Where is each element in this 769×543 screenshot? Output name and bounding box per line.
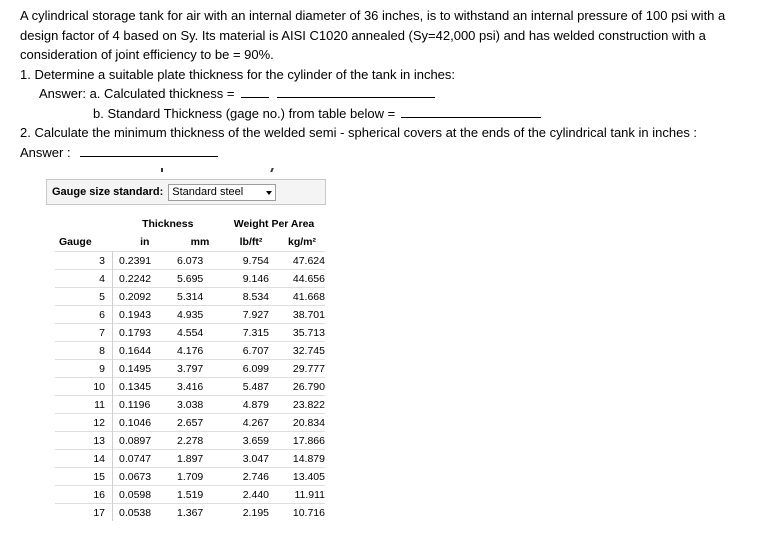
- header-spacer: [55, 215, 113, 233]
- cell-lb-ft2: 7.315: [223, 324, 279, 342]
- gauge-table-container: [55, 215, 327, 519]
- cell-gauge: 8: [55, 342, 113, 360]
- answer-2: [20, 143, 760, 163]
- cell-in: 0.2242: [113, 270, 178, 288]
- cell-in: 0.1046: [113, 414, 178, 432]
- table-row: [55, 486, 325, 504]
- header-gauge: Gauge: [59, 236, 92, 248]
- cell-mm: 2.278: [177, 432, 223, 450]
- table-row: [55, 468, 325, 486]
- header-kg-m2: kg/m²: [287, 236, 316, 248]
- problem-text: [20, 6, 760, 162]
- cell-kg-m2: 10.716: [279, 504, 325, 522]
- gauge-standard-value: Standard steel: [172, 185, 244, 198]
- cell-gauge: 3: [55, 252, 113, 270]
- cell-gauge: 4: [55, 270, 113, 288]
- cell-mm: 4.935: [177, 306, 223, 324]
- cell-in: 0.0747: [113, 450, 178, 468]
- cell-gauge: 16: [55, 486, 113, 504]
- cell-in: 0.1196: [113, 396, 178, 414]
- cell-kg-m2: 11.911: [279, 486, 325, 504]
- table-row: [55, 414, 325, 432]
- header-in: in: [140, 236, 150, 248]
- cell-gauge: 5: [55, 288, 113, 306]
- cell-lb-ft2: 6.099: [223, 360, 279, 378]
- answer-1b-label: b. Standard Thickness (gage no.) from table below =: [93, 105, 396, 121]
- answer-1b-blank: [401, 104, 541, 118]
- cell-gauge: 15: [55, 468, 113, 486]
- table-row: [55, 378, 325, 396]
- cell-gauge: 17: [55, 504, 113, 522]
- cell-in: 0.0673: [113, 468, 178, 486]
- cell-kg-m2: 32.745: [279, 342, 325, 360]
- cell-mm: 6.073: [177, 252, 223, 270]
- cell-in: 0.1793: [113, 324, 178, 342]
- answer-1a: [20, 84, 760, 104]
- gauge-standard-label: Gauge size standard:: [52, 186, 164, 198]
- problem-intro: A cylindrical storage tank for air with an internal diameter of 36 inches, is to withstand an internal pressure of 100 psi with a design factor of 4 based on Sy. Its material is AISI C1020 annealed (Sy=42,000 psi) and has welded construction with a consideration of joint efficiency to be = 90%.: [20, 8, 726, 62]
- cell-in: 0.1345: [113, 378, 178, 396]
- artifact-mark: [270, 168, 273, 172]
- cell-gauge: 7: [55, 324, 113, 342]
- table-row: [55, 342, 325, 360]
- cell-lb-ft2: 7.927: [223, 306, 279, 324]
- cell-kg-m2: 14.879: [279, 450, 325, 468]
- cell-kg-m2: 17.866: [279, 432, 325, 450]
- cell-gauge: 11: [55, 396, 113, 414]
- cell-lb-ft2: 6.707: [223, 342, 279, 360]
- cell-kg-m2: 41.668: [279, 288, 325, 306]
- answer-1a-blank: [277, 84, 435, 98]
- header-group-weight: Weight Per Area: [233, 218, 315, 230]
- table-row: [55, 270, 325, 288]
- cell-lb-ft2: 4.267: [223, 414, 279, 432]
- answer-2-label: Answer :: [20, 144, 71, 160]
- cell-in: 0.0598: [113, 486, 178, 504]
- cell-gauge: 10: [55, 378, 113, 396]
- cell-mm: 3.416: [177, 378, 223, 396]
- cell-lb-ft2: 5.487: [223, 378, 279, 396]
- cell-kg-m2: 26.790: [279, 378, 325, 396]
- cell-gauge: 14: [55, 450, 113, 468]
- cell-mm: 1.519: [177, 486, 223, 504]
- cell-mm: 4.176: [177, 342, 223, 360]
- cell-kg-m2: 35.713: [279, 324, 325, 342]
- cell-mm: 1.709: [177, 468, 223, 486]
- cell-mm: 4.554: [177, 324, 223, 342]
- cell-gauge: 6: [55, 306, 113, 324]
- table-row: [55, 504, 325, 522]
- cell-kg-m2: 23.822: [279, 396, 325, 414]
- table-row: [55, 396, 325, 414]
- cell-in: 0.0897: [113, 432, 178, 450]
- cell-kg-m2: 29.777: [279, 360, 325, 378]
- cell-lb-ft2: 4.879: [223, 396, 279, 414]
- question-2: 2. Calculate the minimum thickness of the welded semi - spherical covers at the ends of the cylindrical tank in inches :: [20, 125, 698, 140]
- cell-mm: 5.314: [177, 288, 223, 306]
- cell-in: 0.1943: [113, 306, 178, 324]
- table-row: [55, 450, 325, 468]
- table-row: [55, 306, 325, 324]
- header-lb-ft2: lb/ft²: [239, 236, 263, 248]
- cell-gauge: 13: [55, 432, 113, 450]
- cell-mm: 3.038: [177, 396, 223, 414]
- question-1: 1. Determine a suitable plate thickness for the cylinder of the tank in inches:: [20, 66, 456, 82]
- cell-mm: 5.695: [177, 270, 223, 288]
- chevron-down-icon: [266, 191, 272, 195]
- cell-lb-ft2: 9.146: [223, 270, 279, 288]
- artifact-mark: [161, 168, 163, 172]
- cell-mm: 1.897: [177, 450, 223, 468]
- cell-kg-m2: 13.405: [279, 468, 325, 486]
- table-row: [55, 324, 325, 342]
- cell-gauge: 9: [55, 360, 113, 378]
- cell-mm: 3.797: [177, 360, 223, 378]
- cell-in: 0.1644: [113, 342, 178, 360]
- cell-mm: 1.367: [177, 504, 223, 522]
- cell-kg-m2: 47.624: [279, 252, 325, 270]
- cell-lb-ft2: 8.534: [223, 288, 279, 306]
- gauge-table: [55, 215, 325, 521]
- answer-1b: [20, 104, 760, 124]
- table-row: [55, 252, 325, 270]
- cell-kg-m2: 20.834: [279, 414, 325, 432]
- cell-lb-ft2: 3.659: [223, 432, 279, 450]
- cell-mm: 2.657: [177, 414, 223, 432]
- answer-1a-label: Answer: a. Calculated thickness =: [39, 86, 235, 101]
- cell-kg-m2: 38.701: [279, 306, 325, 324]
- cell-lb-ft2: 9.754: [223, 252, 279, 270]
- cell-in: 0.0538: [113, 504, 178, 522]
- answer-2-blank: [80, 143, 218, 157]
- cell-lb-ft2: 2.195: [223, 504, 279, 522]
- cell-lb-ft2: 2.746: [223, 468, 279, 486]
- table-row: [55, 288, 325, 306]
- gauge-standard-dropdown[interactable]: [168, 184, 276, 201]
- cell-in: 0.1495: [113, 360, 178, 378]
- gauge-standard-selector: [46, 179, 326, 205]
- header-mm: mm: [190, 236, 210, 248]
- table-row: [55, 360, 325, 378]
- answer-1a-blank-short: [241, 84, 269, 98]
- cell-in: 0.2391: [113, 252, 178, 270]
- cell-lb-ft2: 3.047: [223, 450, 279, 468]
- table-row: [55, 432, 325, 450]
- cell-in: 0.2092: [113, 288, 178, 306]
- cell-gauge: 12: [55, 414, 113, 432]
- cell-kg-m2: 44.656: [279, 270, 325, 288]
- header-group-thickness: Thickness: [142, 218, 194, 230]
- cell-lb-ft2: 2.440: [223, 486, 279, 504]
